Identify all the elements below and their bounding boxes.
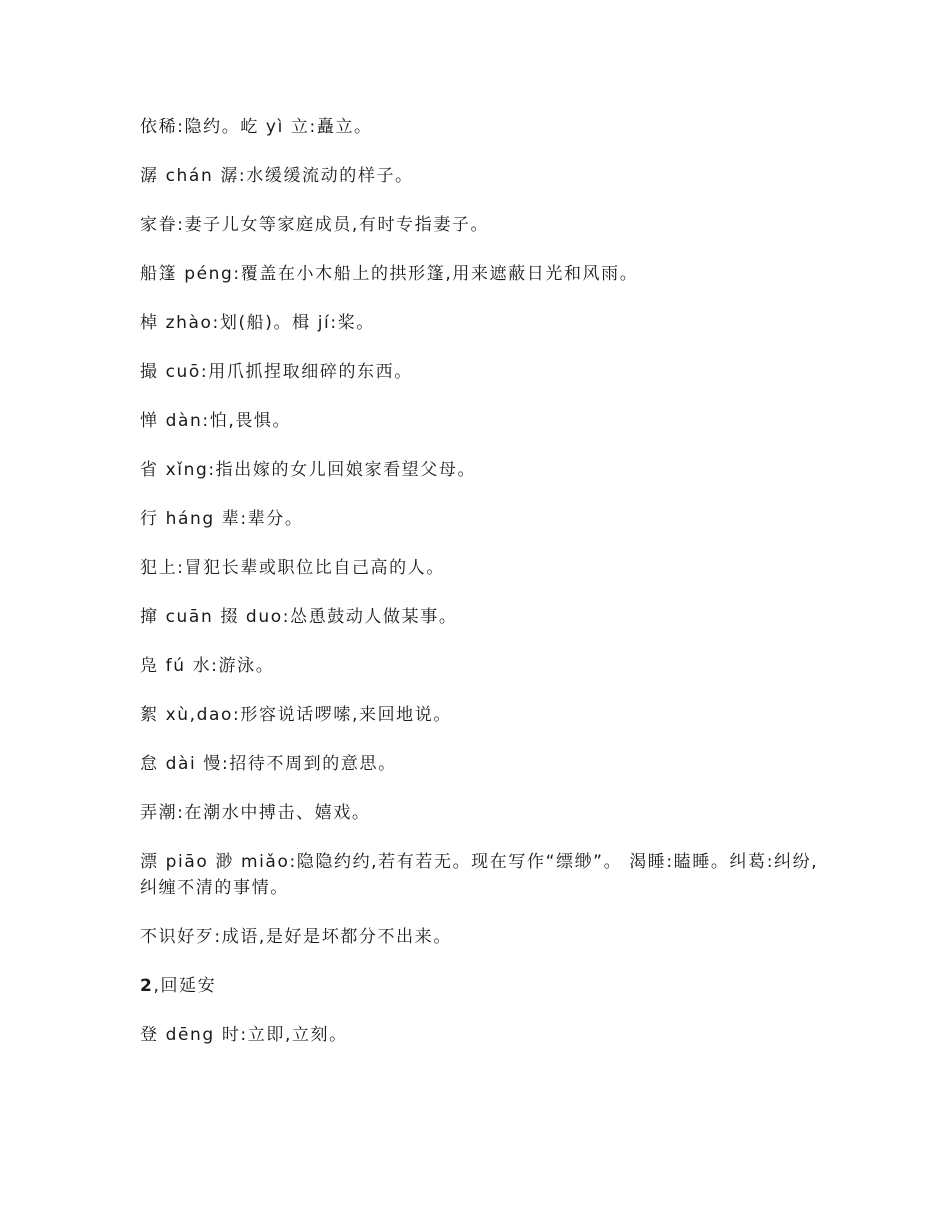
- gloss-line-2: 潺 chán 潺:水缓缓流动的样子。: [140, 166, 414, 186]
- document-page: [140, 114, 820, 1071]
- gloss-line-15: 弄潮:在潮水中搏击、嬉戏。: [140, 803, 371, 823]
- gloss-line-13: 絮 xù,dao:形容说话啰嗦,来回地说。: [140, 705, 452, 725]
- gloss-line-3: 家眷:妻子儿女等家庭成员,有时专指妻子。: [140, 215, 490, 235]
- gloss-line-16: 漂 piāo 渺 miǎo:隐隐约约,若有若无。现在写作“缥缈”。 渴睡:瞌睡。纠葛:纠纷,纠缠不清的事情。: [140, 852, 819, 898]
- section-title: ,回延安: [153, 976, 217, 996]
- gloss-line-4: 船篷 péng:覆盖在小木船上的拱形篷,用来遮蔽日光和风雨。: [140, 264, 639, 284]
- section-number: 2: [140, 976, 154, 996]
- gloss-line-18: 登 dēng 时:立即,立刻。: [140, 1025, 348, 1045]
- gloss-line-6: 撮 cuō:用爪抓捏取细碎的东西。: [140, 362, 413, 382]
- gloss-line-11: 撺 cuān 掇 duo:怂恿鼓动人做某事。: [140, 607, 458, 627]
- gloss-line-17: 不识好歹:成语,是好是坏都分不出来。: [140, 927, 452, 947]
- gloss-line-14: 怠 dài 慢:招待不周到的意思。: [140, 754, 397, 774]
- gloss-line-12: 凫 fú 水:游泳。: [140, 656, 275, 676]
- gloss-line-5: 棹 zhào:划(船)。楫 jí:桨。: [140, 313, 375, 333]
- gloss-line-1: 依稀:隐约。屹 yì 立:矗立。: [140, 117, 373, 137]
- gloss-line-7: 惮 dàn:怕,畏惧。: [140, 411, 292, 431]
- gloss-line-8: 省 xǐng:指出嫁的女儿回娘家看望父母。: [140, 460, 477, 480]
- section-heading: [140, 973, 820, 999]
- gloss-line-10: 犯上:冒犯长辈或职位比自己高的人。: [140, 558, 445, 578]
- gloss-line-9: 行 háng 辈:辈分。: [140, 509, 304, 529]
